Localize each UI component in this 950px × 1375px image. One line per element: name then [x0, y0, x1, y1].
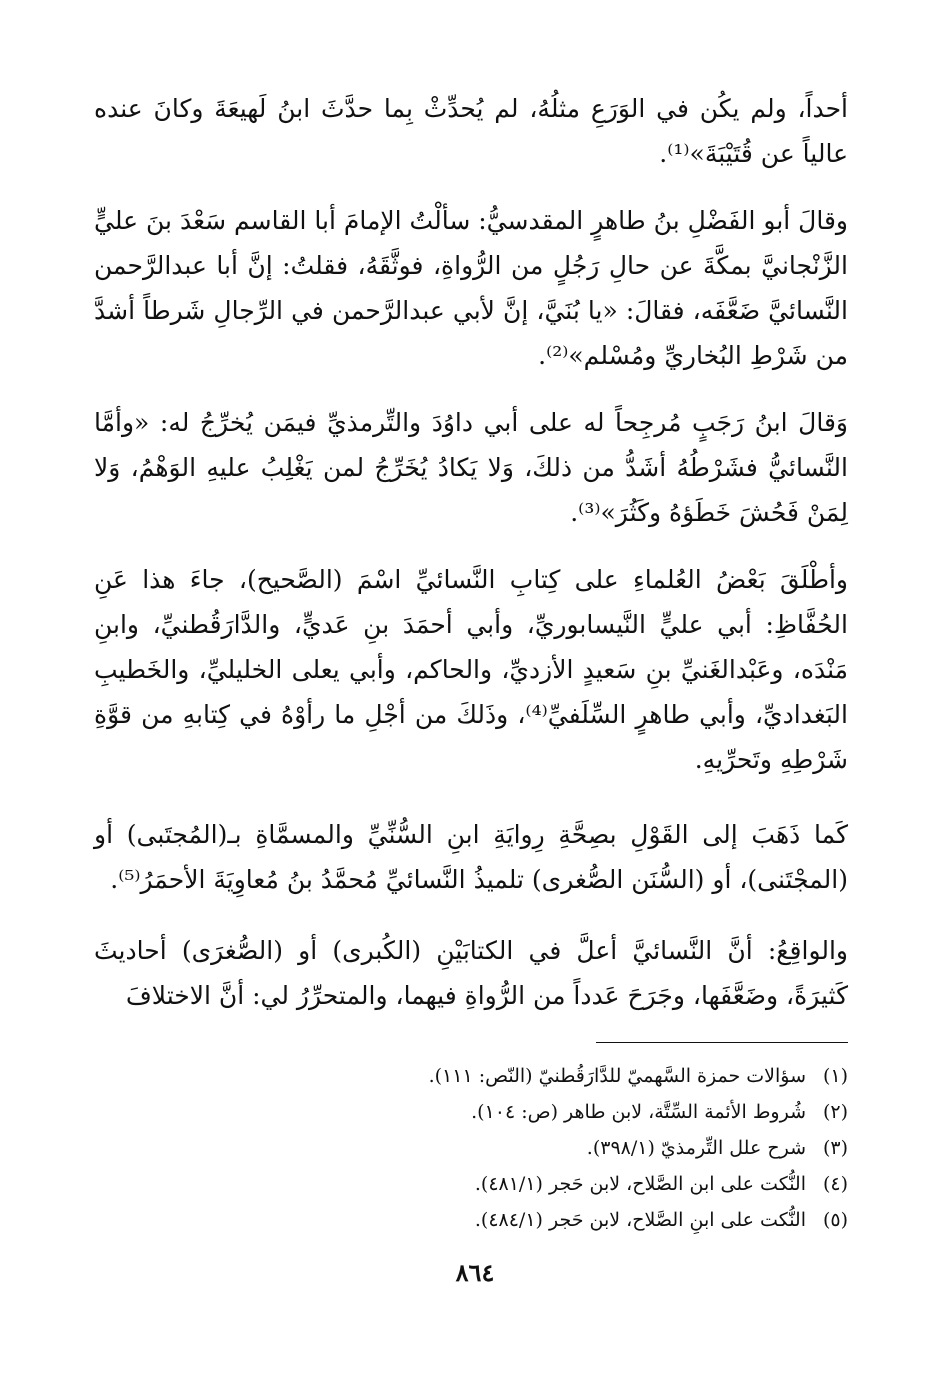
footnote-text: شُروط الأئمة السِّتَّة، لابن طاهر (ص: ١٠٤).	[471, 1101, 806, 1123]
footnote-number: (١)	[822, 1065, 848, 1087]
footnote-2	[200, 1094, 848, 1130]
footnote-separator	[596, 1042, 848, 1043]
paragraph-1: أحداً، ولم يكُن في الوَرَعِ مثلُهُ، لم يُحدِّثْ بِما حدَّثَ ابنُ لَهيعَةَ وكانَ عنده عالياً عن قُتَيْبَةَ»⁽¹⁾.	[94, 94, 848, 168]
footnote-text: شرح علل التِّرمذيّ (٣٩٨/١).	[586, 1137, 806, 1159]
page-number: ٨٦٤	[455, 1258, 495, 1287]
footnote-text: النُّكت على ابنِ الصَّلاح، لابن حَجر (٤٨٤/١).	[474, 1209, 806, 1231]
footnote-1	[200, 1058, 848, 1094]
paragraph-3: وَقالَ ابنُ رَجَبٍ مُرجِحاً له على أبي داوُدَ والتِّرمذيِّ فيمَن يُخرِّجُ له: «وأمَّا النَّسائيُّ فشَرْطُهُ أشَدُّ من ذلكَ، وَلا يَكادُ يُخَرِّجُ لمن يَغْلِبُ عليهِ الوَهْمُ، وَلا لِمَنْ فَحُشَ خَطَؤهُ وكَثُرَ»⁽³⁾.	[94, 408, 848, 527]
paragraph-2: وقالَ أبو الفَضْلِ بنُ طاهرٍ المقدسيُّ: سألْتُ الإمامَ أبا القاسم سَعْدَ بنَ عليٍّ الزَّنْجانيَّ بمكَّةَ عن حالِ رَجُلٍ من الرُّواةِ، فوثَّقَهُ، فقلتُ: إنَّ أبا عبدالرَّحمن النَّسائيَّ ضَعَّفَه، فقالَ: «يا بُنَيَّ، إنَّ لأبي عبدالرَّحمن في الرِّجالِ شَرطاً أشدَّ من شَرْطِ البُخاريِّ ومُسْلم»⁽²⁾.	[94, 206, 848, 370]
footnote-4	[200, 1166, 848, 1202]
page-body	[94, 86, 848, 1018]
footnote-number: (٤)	[822, 1173, 848, 1195]
paragraph-6: والواقِعُ: أنَّ النَّسائيَّ أعلَّ في الكتابَيْنِ (الكُبرى) أو (الصُّغرَى) أحاديثَ كَثيرَةً، وضَعَّفَها، وجَرَحَ عَدداً من الرُّواةِ فيهما، والمتحرِّرُ لي: أنَّ الاختلافَ	[94, 936, 848, 1010]
footnote-number: (٣)	[822, 1137, 848, 1159]
footnotes	[200, 1058, 848, 1238]
footnote-text: سؤالات حمزة السَّهميّ للدَّارَقُطنيّ (النّص: ١١١).	[428, 1065, 806, 1087]
paragraph-5: كَما ذَهَبَ إلى القَوْلِ بصِحَّةِ رِوايَةِ ابنِ السُّنِّيِّ والمسمَّاةِ بـ(المُجتَبى) أو (المجْتَنى)، أو (السُّنَن الصُّغرى) تلميذُ النَّسائيِّ مُحمَّدُ بنُ مُعاوِيَةَ الأحمَرُ⁽⁵⁾.	[94, 820, 848, 894]
footnote-3	[200, 1130, 848, 1166]
paragraph-4: وأطْلَقَ بَعْضُ العُلماءِ على كِتابِ النَّسائيِّ اسْمَ (الصَّحيح)، جاءَ هذا عَنِ الحُفَّاظِ: أبي عليٍّ النَّيسابوريِّ، وأبي أحمَدَ بنِ عَديٍّ، والدَّارَقُطنيِّ، وابنِ مَنْدَه، وعَبْدالغَنيِّ بنِ سَعيدٍ الأزديِّ، والحاكم، وأبي يعلى الخليليِّ، والخَطيبِ البَغداديِّ، وأبي طاهرٍ السِّلَفيِّ⁽⁴⁾، وذَلكَ من أجْلِ ما رأوْهُ في كِتابهِ من قوَّةِ شَرْطِهِ وتَحرِّيهِ.	[94, 565, 848, 774]
footnote-number: (٥)	[822, 1209, 848, 1231]
footnote-5	[200, 1202, 848, 1238]
footnote-number: (٢)	[822, 1101, 848, 1123]
footnote-text: النُّكت على ابن الصَّلاح، لابن حَجر (٤٨١/١).	[474, 1173, 806, 1195]
